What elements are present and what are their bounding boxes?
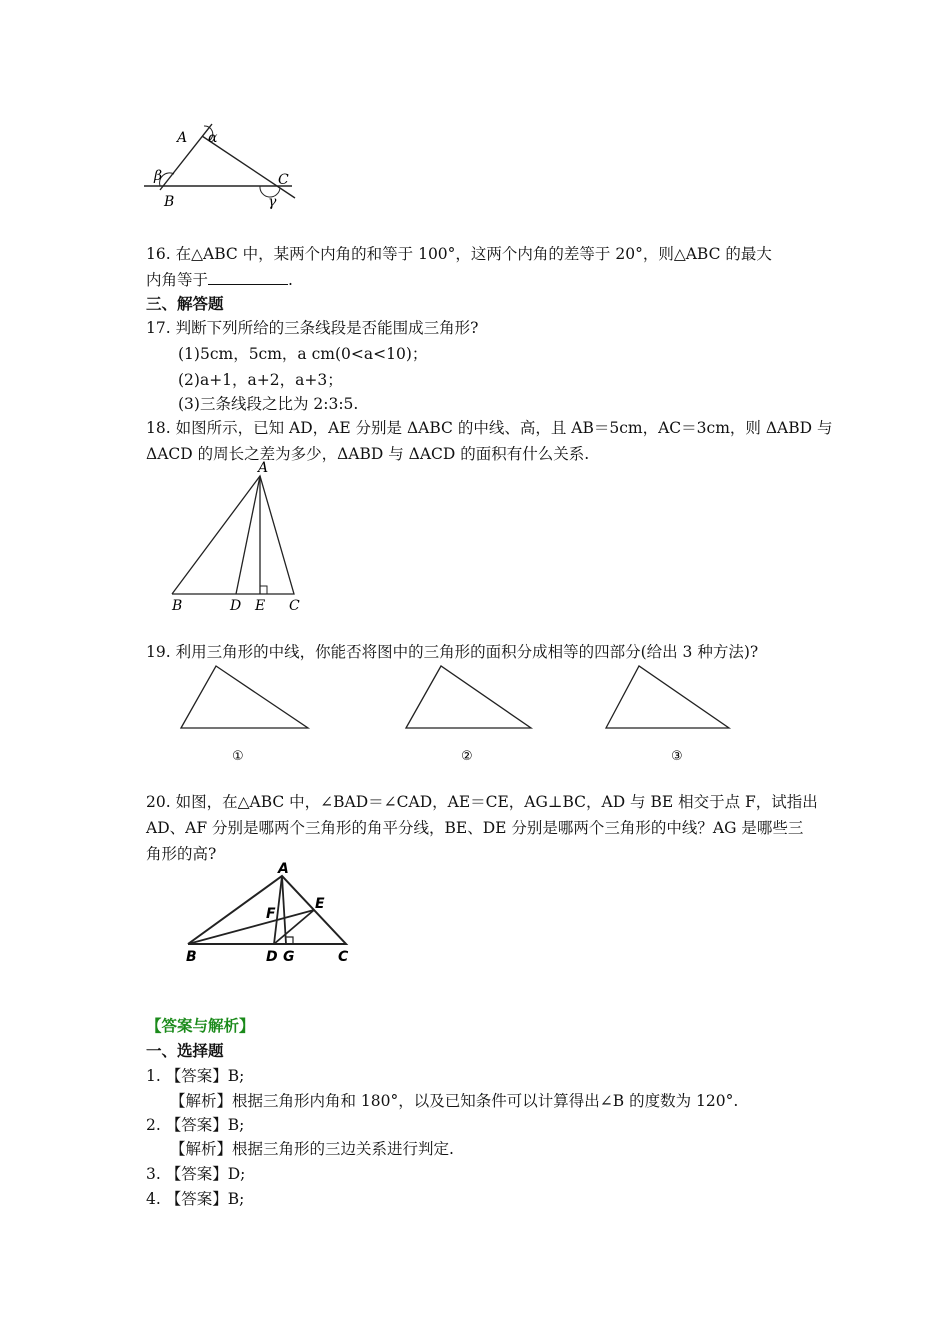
fig18-label-b: B [172,598,183,614]
fig18-right-angle [260,586,267,594]
answers-section-1: 一、选择题 [146,1042,224,1060]
fig20-label-d: D [266,949,278,965]
fig18-label-e: E [255,598,266,614]
exterior-angle-figure [140,118,310,218]
fig18-triangle [168,460,318,616]
fig18-label-a: A [258,460,269,476]
answers-heading: 【答案与解析】 [146,1017,255,1035]
q19-caption-3: ③ [671,749,683,764]
q20-line2: AD、AF 分别是哪两个三角形的角平分线，BE、DE 分别是哪两个三角形的中线？AG 是哪些三 [146,819,804,837]
answer-blank [208,270,288,285]
answer-4: 4. 【答案】B; [146,1190,245,1208]
answer-3: 3. 【答案】D; [146,1165,246,1183]
q17-item-1: (1)5cm，5cm，a cm(0<a<10)； [178,345,428,363]
q19-caption-2: ② [461,749,473,764]
q17-title: 17. 判断下列所给的三条线段是否能围成三角形? [146,319,479,337]
fig20-right-angle [286,937,293,944]
label-beta: β [154,168,163,184]
answer-1: 1. 【答案】B; [146,1067,245,1085]
fig18-label-d: D [230,598,242,614]
fig20-label-b: B [186,949,197,965]
answer-2-explanation: 【解析】根据三角形的三边关系进行判定. [170,1140,454,1158]
q16-line1: 16. 在△ABC 中，某两个内角的和等于 100°，这两个内角的差等于 20°，则△ABC 的最大 [146,245,772,263]
q20-line3: 角形的高? [146,845,217,863]
label-gamma: γ [268,194,277,210]
fig20-label-f: F [266,906,276,922]
q17-item-2: (2)a+1，a+2，a+3； [178,371,343,389]
q18-line1: 18. 如图所示，已知 AD，AE 分别是 ΔABC 的中线、高，且 AB＝5cm，AC＝3cm，则 ΔABD 与 [146,419,833,437]
fig20-triangle [182,860,362,970]
q16-line2-text: 内角等于 [146,271,209,289]
q18-line2: ΔACD 的周长之差为多少，ΔABD 与 ΔACD 的面积有什么关系. [146,445,590,463]
fig20-label-e: E [315,896,325,912]
q17-item-3: (3)三条线段之比为 2:3:5. [178,395,359,413]
label-c: C [278,172,289,188]
label-alpha: α [208,130,218,146]
fig18-median-ad [236,476,260,594]
answer-2: 2. 【答案】B; [146,1116,245,1134]
label-a: A [177,130,188,146]
q19-triangle-2 [403,664,543,764]
q16-line2 [146,270,293,290]
q16-line2-end: . [288,271,293,289]
q20-line1: 20. 如图，在△ABC 中，∠BAD＝∠CAD，AE＝CE，AG⊥BC，AD 与 BE 相交于点 F，试指出 [146,793,818,811]
fig20-label-g: G [283,949,295,965]
fig18-outline [172,476,294,594]
fig20-label-a: A [278,861,289,877]
label-b: B [164,194,175,210]
q19-triangle-3 [603,664,743,764]
fig18-label-c: C [289,598,300,614]
q19-triangle-1 [178,664,318,764]
answer-1-explanation: 【解析】根据三角形内角和 180°，以及已知条件可以计算得出∠B 的度数为 120°. [170,1092,739,1110]
fig20-label-c: C [338,949,349,965]
section-3-heading: 三、解答题 [146,295,224,313]
q19-caption-1: ① [232,749,244,764]
q19-line1: 19. 利用三角形的中线，你能否将图中的三角形的面积分成相等的四部分(给出 3 种方法)? [146,643,759,661]
